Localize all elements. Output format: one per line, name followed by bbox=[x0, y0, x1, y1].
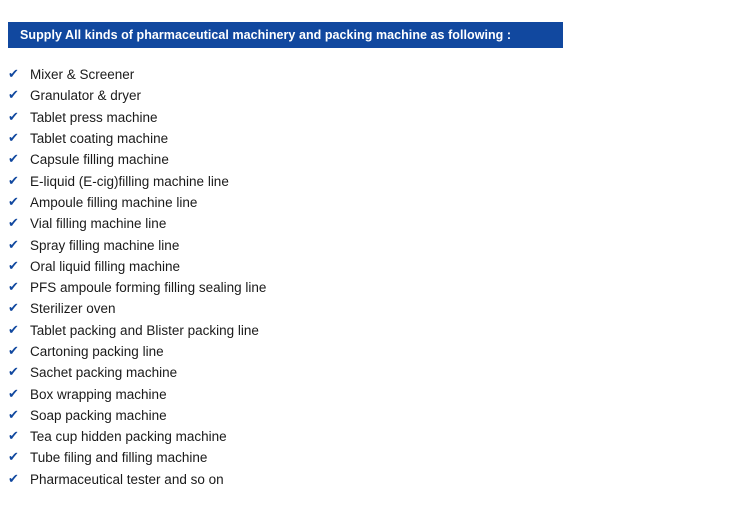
list-item-label: Cartoning packing line bbox=[30, 344, 164, 359]
list-item bbox=[8, 64, 608, 85]
check-icon: ✔ bbox=[8, 406, 19, 422]
list-item-label: Box wrapping machine bbox=[30, 386, 167, 402]
check-icon: ✔ bbox=[8, 236, 19, 252]
check-icon: ✔ bbox=[8, 470, 19, 486]
list-item-label: Spray filling machine line bbox=[30, 237, 180, 253]
list-item bbox=[8, 320, 608, 341]
list-item-label: Sachet packing machine bbox=[30, 365, 178, 381]
check-icon: ✔ bbox=[8, 428, 19, 444]
list-item bbox=[8, 149, 608, 170]
list-item bbox=[8, 256, 608, 277]
check-icon: ✔ bbox=[8, 257, 19, 273]
list-item-label: Tube filing and filling machine bbox=[30, 450, 208, 466]
list-item bbox=[8, 469, 608, 490]
list-item bbox=[8, 362, 608, 383]
machinery-list bbox=[8, 64, 608, 490]
check-icon: ✔ bbox=[8, 130, 19, 146]
check-icon: ✔ bbox=[8, 300, 19, 316]
list-item-label: Oral liquid filling machine bbox=[30, 258, 181, 274]
check-icon: ✔ bbox=[8, 364, 19, 380]
list-item-label: Capsule filling machine bbox=[30, 152, 169, 168]
check-icon: ✔ bbox=[8, 279, 19, 295]
list-item bbox=[8, 341, 608, 362]
check-icon: ✔ bbox=[8, 108, 19, 124]
list-item-label: Tablet coating machine bbox=[30, 131, 169, 147]
list-item-label: Tea cup hidden packing machine bbox=[30, 429, 227, 445]
list-item bbox=[8, 426, 608, 447]
check-icon: ✔ bbox=[8, 193, 19, 209]
check-icon: ✔ bbox=[8, 87, 19, 103]
list-item-label: PFS ampoule forming filling sealing line bbox=[30, 280, 267, 296]
check-icon: ✔ bbox=[8, 172, 19, 188]
list-item bbox=[8, 107, 608, 128]
list-item-label: E-liquid (E-cig)filling machine line bbox=[30, 173, 229, 189]
list-item bbox=[8, 405, 608, 426]
list-item bbox=[8, 170, 608, 191]
list-item-label: Tablet packing and Blister packing line bbox=[30, 322, 259, 338]
check-icon: ✔ bbox=[8, 151, 19, 167]
section-banner-title: Supply All kinds of pharmaceutical machinery and packing machine as following : bbox=[8, 22, 563, 48]
list-item bbox=[8, 192, 608, 213]
list-item bbox=[8, 383, 608, 404]
check-icon: ✔ bbox=[8, 66, 19, 82]
list-item bbox=[8, 234, 608, 255]
list-item bbox=[8, 128, 608, 149]
list-item-label: Granulator & dryer bbox=[30, 88, 142, 104]
check-icon: ✔ bbox=[8, 215, 19, 231]
check-icon: ✔ bbox=[8, 343, 19, 358]
list-item-label: Mixer & Screener bbox=[30, 67, 135, 83]
list-item bbox=[8, 277, 608, 298]
list-item-label: Tablet press machine bbox=[30, 109, 158, 125]
check-icon: ✔ bbox=[8, 449, 19, 465]
list-item-label: Ampoule filling machine line bbox=[30, 194, 198, 210]
check-icon: ✔ bbox=[8, 385, 19, 401]
list-item bbox=[8, 85, 608, 106]
list-item-label: Pharmaceutical tester and so on bbox=[30, 471, 224, 487]
list-item bbox=[8, 447, 608, 468]
list-item-label: Vial filling machine line bbox=[30, 216, 167, 232]
check-icon: ✔ bbox=[8, 321, 19, 337]
list-item bbox=[8, 213, 608, 234]
list-item-label: Soap packing machine bbox=[30, 407, 167, 423]
list-item bbox=[8, 298, 608, 319]
list-item-label: Sterilizer oven bbox=[30, 301, 116, 317]
